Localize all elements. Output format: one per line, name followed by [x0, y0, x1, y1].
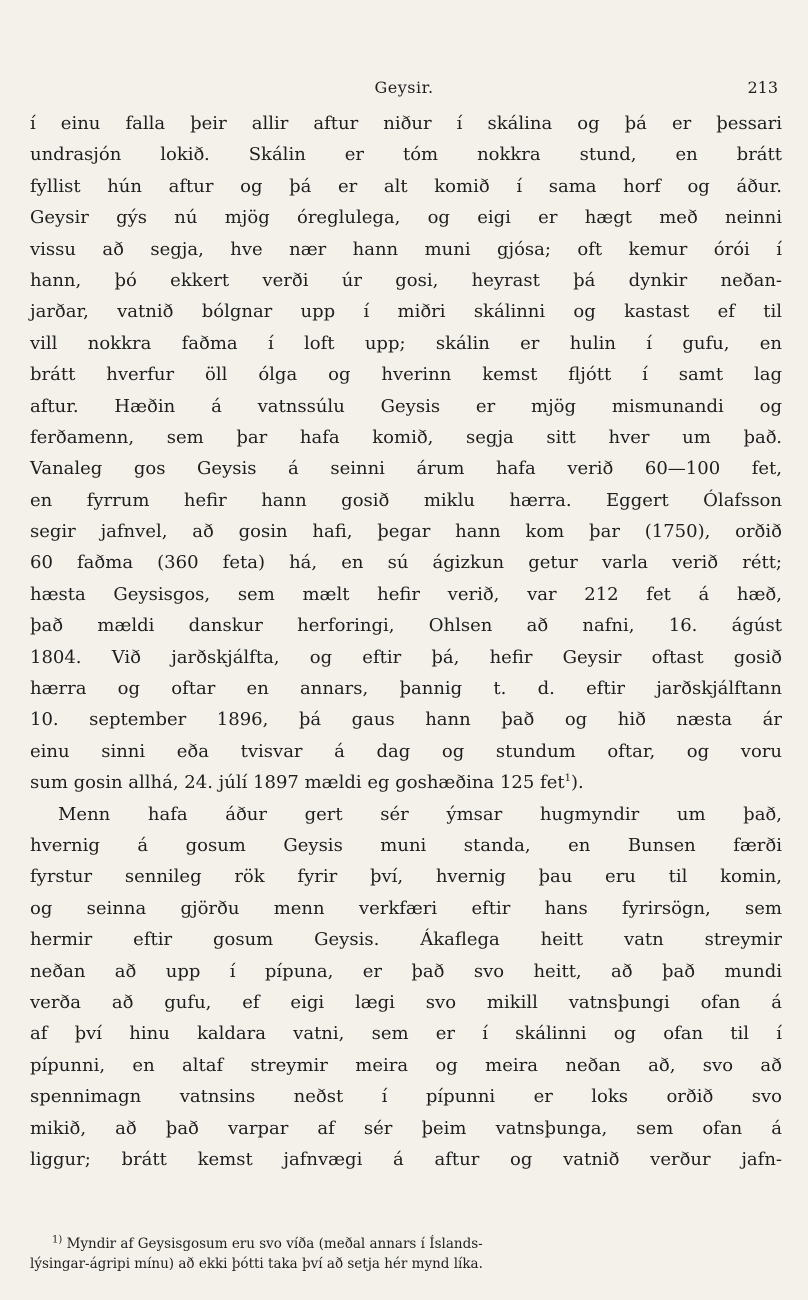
footnote-text: Myndir af Geysisgosum eru svo víða (meðal annars í Íslands-	[66, 1236, 483, 1252]
text-line: í einu falla þeir allir aftur niður í skálina og þá er þessari	[30, 113, 782, 134]
running-title: Geysir.	[374, 78, 434, 97]
text-line: vissu að segja, hve nær hann muni gjósa; oft kemur órói í	[30, 238, 782, 260]
text-line: Vanaleg gos Geysis á seinni árum hafa verið 60—100 fet,	[30, 458, 782, 480]
text-line: Geysir gýs nú mjög óreglulega, og eigi er hægt með neinni	[30, 207, 782, 229]
text-line: hærra og oftar en annars, þannig t. d. eftir jarðskjálftann	[30, 678, 782, 700]
text-line: hvernig á gosum Geysis muni standa, en Bunsen færði	[30, 834, 782, 856]
text-line: einu sinni eða tvisvar á dag og stundum oftar, og voru	[30, 740, 782, 762]
text-line: undrasjón lokið. Skálin er tóm nokkra stund, en brátt	[30, 144, 782, 166]
text-line: en fyrrum hefir hann gosið miklu hærra. Eggert Ólafsson	[30, 489, 782, 511]
text-line: það mældi danskur herforingi, Ohlsen að nafni, 16. ágúst	[30, 615, 782, 637]
text-line: verða að gufu, ef eigi lægi svo mikill vatnsþungi ofan á	[30, 991, 782, 1013]
footnote-marker: 1)	[52, 1234, 63, 1246]
text-line: neðan að upp í pípuna, er það svo heitt, að það mundi	[30, 960, 782, 982]
text-line: 60 faðma (360 feta) há, en sú ágizkun getur varla verið rétt;	[30, 552, 782, 574]
text-line: hann, þó ekkert verði úr gosi, heyrast þá dynkir neðan-	[30, 269, 782, 291]
text-line: 1804. Við jarðskjálfta, og eftir þá, hefir Geysir oftast gosið	[30, 646, 782, 668]
text-line: aftur. Hæðin á vatnssúlu Geysis er mjög mismunandi og	[30, 395, 782, 417]
text-line: brátt hverfur öll ólga og hverinn kemst fljótt í samt lag	[30, 364, 782, 386]
text-line: pípunni, en altaf streymir meira og meira neðan að, svo að	[30, 1054, 782, 1076]
text-line: mikið, að það varpar af sér þeim vatnsþunga, sem ofan á	[30, 1117, 782, 1139]
text-line: vill nokkra faðma í loft upp; skálin er hulin í gufu, en	[30, 332, 782, 354]
text-line: og seinna gjörðu menn verkfæri eftir hans fyrirsögn, sem	[30, 897, 782, 919]
footnote-marker-number: 1	[52, 1234, 59, 1246]
text-line: spennimagn vatnsins neðst í pípunni er loks orðið svo	[30, 1086, 782, 1108]
text-line: liggur; brátt kemst jafnvægi á aftur og vatnið verður jafn-	[30, 1148, 782, 1170]
text-line: af því hinu kaldara vatni, sem er í skálinni og ofan til í	[30, 1023, 782, 1045]
footnote	[30, 1234, 782, 1274]
text-line: hæsta Geysisgos, sem mælt hefir verið, var 212 fet á hæð,	[30, 583, 782, 605]
page-header	[30, 78, 778, 104]
body-text	[30, 108, 782, 1175]
text-line: ferðamenn, sem þar hafa komið, segja sitt hver um það.	[30, 426, 782, 448]
text-line: segir jafnvel, að gosin hafi, þegar hann kom þar (1750), orðið	[30, 521, 782, 543]
text-line-with-footnote-ref	[30, 767, 782, 798]
text-line: 10. september 1896, þá gaus hann það og hið næsta ár	[30, 709, 782, 731]
text-line: jarðar, vatnið bólgnar upp í miðri skálinni og kastast ef til	[30, 301, 782, 323]
text-line: fyllist hún aftur og þá er alt komið í sama horf og áður.	[30, 175, 782, 197]
text-segment: sum gosin allhá, 24. júlí 1897 mældi eg goshæðina 125 fet	[30, 772, 565, 794]
paragraph-start-line: Menn hafa áður gert sér ýmsar hugmyndir um það,	[58, 803, 782, 825]
page-number: 213	[747, 78, 778, 97]
footnote-line: lýsingar-ágripi mínu) að ekki þótti taka því að setja hér mynd líka.	[30, 1256, 483, 1272]
footnote-line	[30, 1234, 782, 1254]
text-line: fyrstur sennileg rök fyrir því, hvernig þau eru til komin,	[30, 866, 782, 888]
text-segment: ).	[570, 772, 584, 794]
footnote-reference: 1	[564, 773, 571, 785]
text-line: hermir eftir gosum Geysis. Ákaflega heitt vatn streymir	[30, 929, 782, 951]
